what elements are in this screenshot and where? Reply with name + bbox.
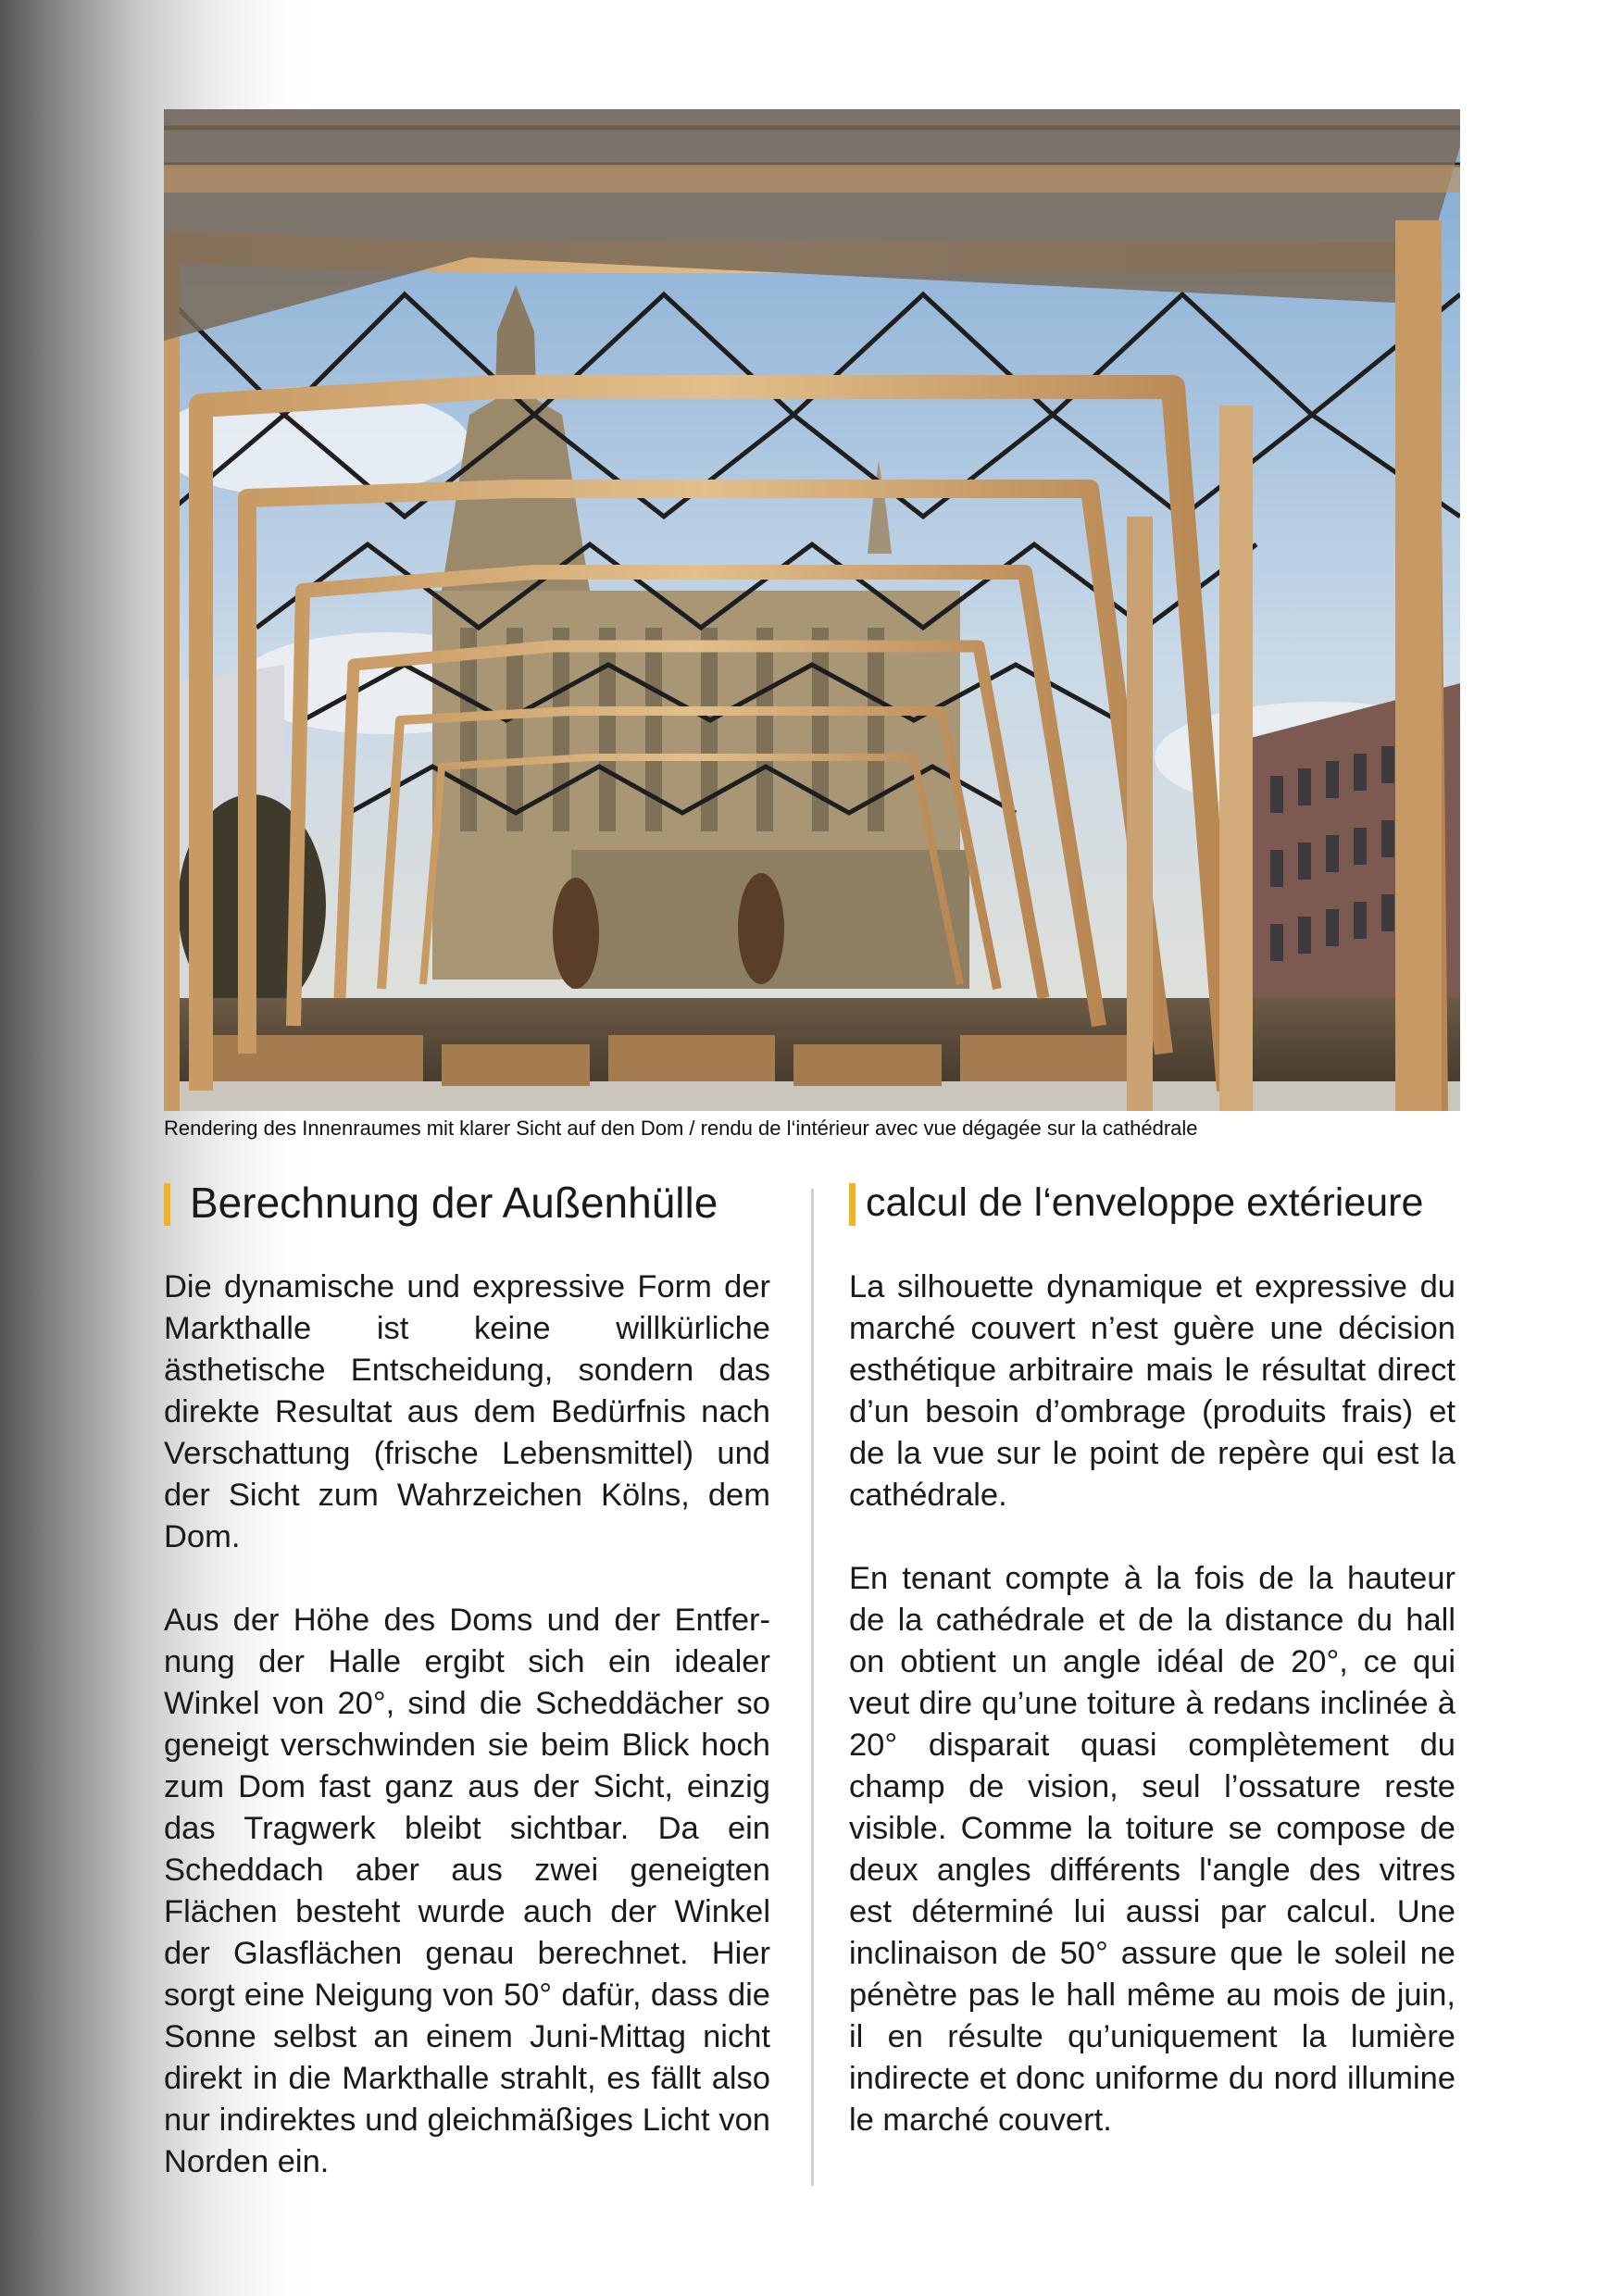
french-heading <box>849 1176 1455 1229</box>
french-paragraph-2: En tenant compte à la fois de la hauteur de la cathédrale et de la distance du hall on obtient un angle idéal de 20°, ce qui veut dire qu’une toiture à redans inclinée à 20° disparait quasi complètement du champ de vision, seul l’ossature reste visible. Comme la toiture se compose de deux angles différents l'angle des vitres est déterminé lui aussi par calcul. Une inclinaison de 50° assure que le soleil ne pénètre pas le hall même au mois de juin, il en résulte qu’uniquement la lumière indirecte et donc uniforme du nord illumine le marché couvert. <box>849 1561 1455 2138</box>
accent-bar <box>849 1183 856 1226</box>
french-heading-text: calcul de l‘enveloppe extérieure <box>866 1180 1424 1225</box>
french-paragraph-1: La silhouette dynamique et expressive du marché couvert n’est guère une décision esthétique arbitraire mais le résultat direct d’un besoin d’ombrage (produits frais) et de la vue sur le point de repère qui est la cathédrale. <box>849 1269 1455 1513</box>
german-heading-text: Berechnung der Außenhülle <box>190 1179 718 1227</box>
column-divider <box>811 1189 814 2186</box>
accent-bar <box>164 1183 170 1226</box>
image-caption: Rendering des Innenraumes mit klarer Sicht auf den Dom / rendu de l‘intérieur avec vue dégagée sur la cathédrale <box>164 1117 1198 1140</box>
german-heading <box>164 1176 770 1229</box>
rendering-illustration <box>164 109 1460 1111</box>
interior-rendering-image <box>164 109 1460 1111</box>
german-paragraph-2: Aus der Höhe des Doms und der Entfernung der Halle ergibt sich ein idealer Winkel von 20°, sind die Scheddächer so geneigt verschwinden sie beim Blick hoch zum Dom fast ganz aus der Sicht, einzig das Tragwerk bleibt sichtbar. Da ein Scheddach aber aus zwei geneigten Flächen besteht wurde auch der Winkel der Glasflächen genau berechnet. Hier sorgt eine Neigung von 50° dafür, dass die Sonne selbst an einem Juni-Mittag nicht direkt in die Markthalle strahlt, es fällt also nur indirektes und gleichmäßiges Licht von Norden ein. <box>164 1603 770 2179</box>
german-paragraph-1: Die dynamische und expressive Form der Markthalle ist keine willkürliche ästhetische Entscheidung, sondern das direkte Resultat aus dem Bedürfnis nach Verschattung (frische Lebensmittel) und der Sicht zum Wahrzeichen Kölns, dem Dom. <box>164 1269 770 1554</box>
german-column <box>164 1176 770 2183</box>
french-column <box>849 1176 1455 2141</box>
